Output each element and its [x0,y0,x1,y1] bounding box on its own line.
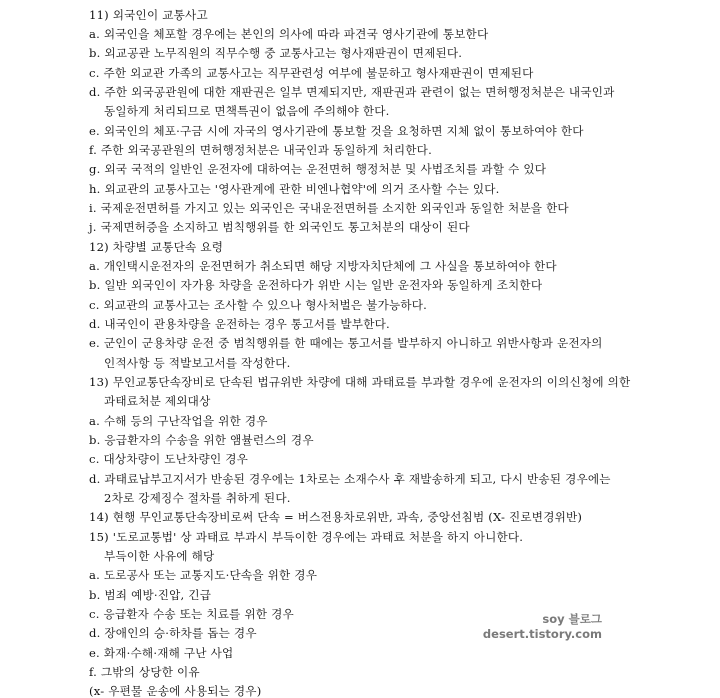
text-line: e. 화재·수해·재해 구난 사업 [89,646,234,660]
text-line: a. 수해 등의 구난작업을 위한 경우 [89,414,268,428]
blog-watermark-name: soy 블로그 [542,612,602,626]
text-line: 동일하게 처리되므로 면책특권이 없음에 주의해야 한다. [104,104,390,118]
text-line: 14) 현행 무인교통단속장비로써 단속 = 버스전용차로위반, 과속, 중앙선침범 (X- 진로변경위반) [89,510,583,524]
text-line: 13) 무인교통단속장비로 단속된 법규위반 차량에 대해 과태료를 부과할 경우에 운전자의 이의신청에 의한 [89,375,631,389]
text-line: a. 외국인을 체포할 경우에는 본인의 의사에 따라 파견국 영사기관에 통보한다 [89,27,489,41]
blog-watermark-url: desert.tistory.com [482,627,602,641]
text-line: f. 그밖의 상당한 이유 [89,665,200,679]
text-line: d. 과태료납부고지서가 반송된 경우에는 1차로는 소재수사 후 재발송하게 되고, 다시 반송된 경우에는 [89,472,611,486]
text-line: d. 장애인의 승·하차를 돕는 경우 [89,626,257,640]
text-line: a. 개인택시운전자의 운전면허가 취소되면 해당 지방자치단체에 그 사실을 통보하여야 한다 [89,259,557,273]
text-line: 2차로 강제징수 절차를 취하게 된다. [104,491,291,505]
text-line: j. 국제면허증을 소지하고 범칙행위를 한 외국인도 통고처분의 대상이 된다 [89,220,470,234]
text-line: c. 대상차량이 도난차량인 경우 [89,452,249,466]
text-line: f. 주한 외국공관원의 면허행정처분은 내국인과 동일하게 처리한다. [89,143,432,157]
text-line: 15) '도로교통법' 상 과태료 부과시 부득이한 경우에는 과태료 처분을 하지 아니한다. [89,530,524,544]
text-line: 과태료처분 제외대상 [104,394,211,408]
text-line: b. 외교공관 노무직원의 직무수행 중 교통사고는 형사재판권이 면제된다. [89,46,463,60]
text-line: 인적사항 등 적발보고서를 작성한다. [104,356,291,370]
text-line: c. 외교관의 교통사고는 조사할 수 있으나 형사처벌은 불가능하다. [89,298,428,312]
text-line: b. 범죄 예방·진압, 긴급 [89,588,212,602]
text-line: a. 도로공사 또는 교통지도·단속을 위한 경우 [89,568,318,582]
text-line: c. 주한 외교관 가족의 교통사고는 직무관련성 여부에 불문하고 형사재판권이 면제된다 [89,66,534,80]
text-line: (x- 우편물 운송에 사용되는 경우) [89,684,262,698]
text-line: 11) 외국인이 교통사고 [89,8,208,22]
text-line: c. 응급환자 수송 또는 치료를 위한 경우 [89,607,294,621]
text-line: e. 외국인의 체포·구금 시에 자국의 영사기관에 통보할 것을 요청하면 지체 없이 통보하여야 한다 [89,124,584,138]
text-line: g. 외국 국적의 일반인 운전자에 대하여는 운전면허 행정처분 및 사법조치를 과할 수 있다 [89,162,547,176]
text-line: d. 주한 외국공관원에 대한 재판권은 일부 면제되지만, 재판권과 관련이 없는 면허행정처분은 내국인과 [89,85,615,99]
text-line: d. 내국인이 관용차량을 운전하는 경우 통고서를 발부한다. [89,317,390,331]
text-line: i. 국제운전면허를 가지고 있는 외국인은 국내운전면허를 소지한 외국인과 동일한 처분을 한다 [89,201,569,215]
text-line: b. 응급환자의 수송을 위한 앰뷸런스의 경우 [89,433,314,447]
text-line: 부득이한 사유에 해당 [104,549,215,563]
text-line: b. 일반 외국인이 자가용 차량을 운전하다가 위반 시는 일반 운전자와 동일하게 조치한다 [89,278,543,292]
text-line: e. 군인이 군용차량 운전 중 범칙행위를 한 때에는 통고서를 발부하지 아니하고 위반사항과 운전자의 [89,336,603,350]
text-line: 12) 차량별 교통단속 요령 [89,240,224,254]
text-line: h. 외교관의 교통사고는 '영사관계에 관한 비엔나협약'에 의거 조사할 수는 있다. [89,182,500,196]
